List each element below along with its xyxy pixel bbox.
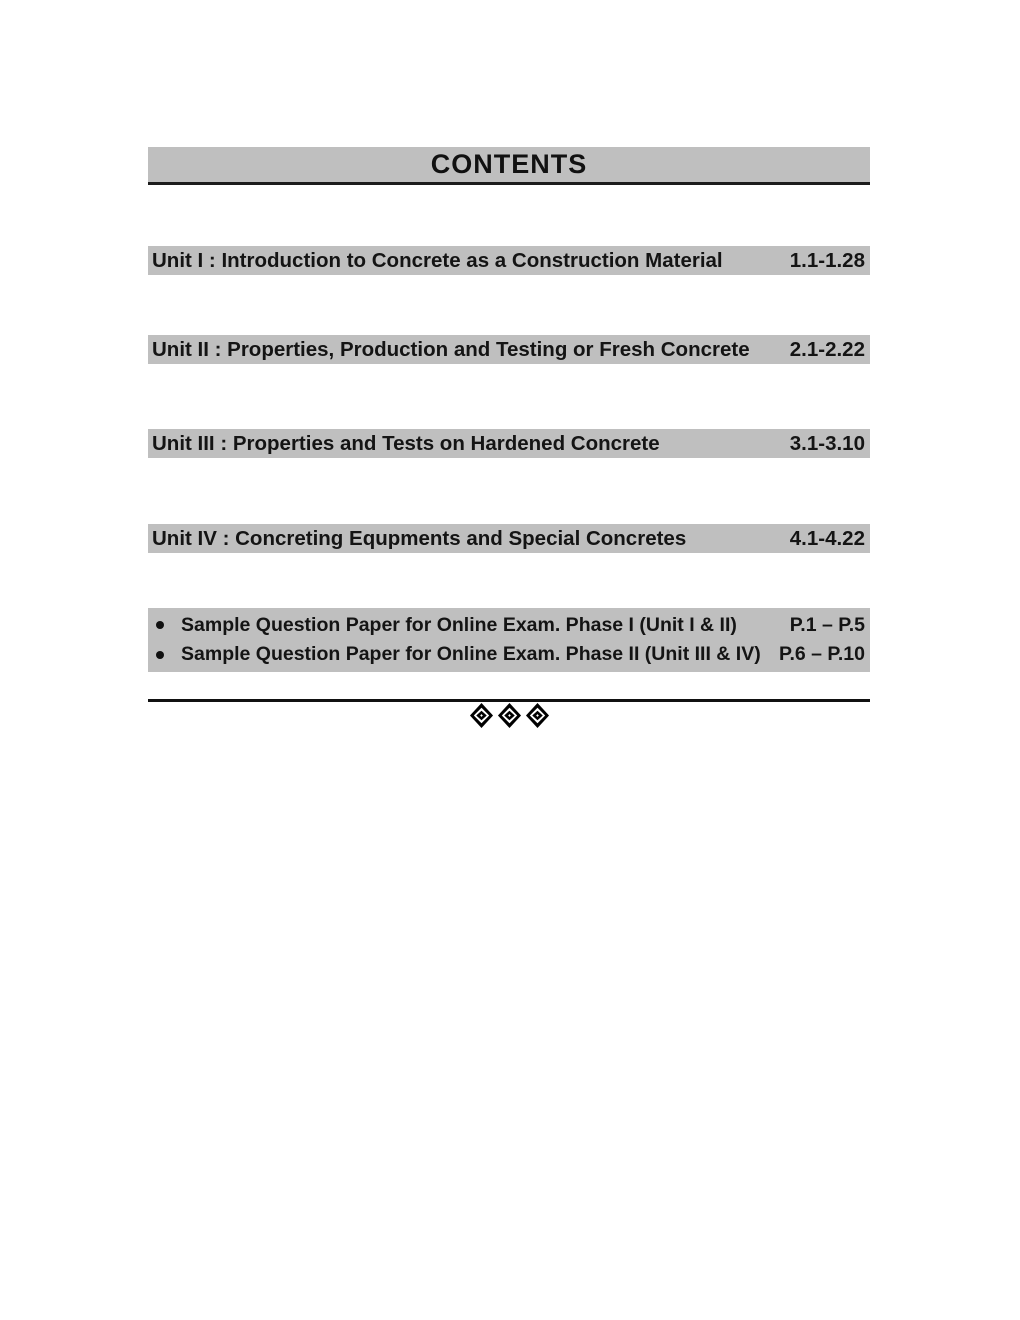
toc-entry-unit-4 <box>148 524 870 553</box>
diamond-ornament-icon <box>469 702 494 729</box>
unit-title: Unit III : Properties and Tests on Hardened Concrete <box>152 431 660 455</box>
sample-paper-page-range: P.6 – P.10 <box>778 643 865 666</box>
unit-title: Unit II : Properties, Production and Testing or Fresh Concrete <box>152 337 750 361</box>
sample-paper-page-range: P.1 – P.5 <box>789 613 865 636</box>
page-title-text: CONTENTS <box>430 149 588 179</box>
sample-paper-title: Sample Question Paper for Online Exam. Phase I (Unit I & II) <box>181 613 737 636</box>
toc-entry-unit-2 <box>148 335 870 364</box>
sample-paper-entry-2 <box>148 640 865 669</box>
bullet-icon <box>156 651 164 659</box>
unit-page-range: 1.1-1.28 <box>789 248 865 272</box>
toc-entry-unit-1 <box>148 246 870 275</box>
diamond-ornament-icon <box>497 702 522 729</box>
diamond-ornament-icon <box>525 702 550 729</box>
sample-paper-entry-1 <box>148 611 865 640</box>
sample-papers-section <box>148 608 870 672</box>
page-title <box>148 147 870 185</box>
bullet-icon <box>156 621 164 629</box>
unit-title: Unit I : Introduction to Concrete as a Construction Material <box>152 248 723 272</box>
unit-page-range: 2.1-2.22 <box>789 337 865 361</box>
sample-paper-title: Sample Question Paper for Online Exam. Phase II (Unit III & IV) <box>181 643 761 666</box>
unit-page-range: 4.1-4.22 <box>789 526 865 550</box>
unit-title: Unit IV : Concreting Equpments and Special Concretes <box>152 526 687 550</box>
diamond-ornament-row <box>148 702 870 729</box>
unit-page-range: 3.1-3.10 <box>789 431 865 455</box>
toc-entry-unit-3 <box>148 429 870 458</box>
